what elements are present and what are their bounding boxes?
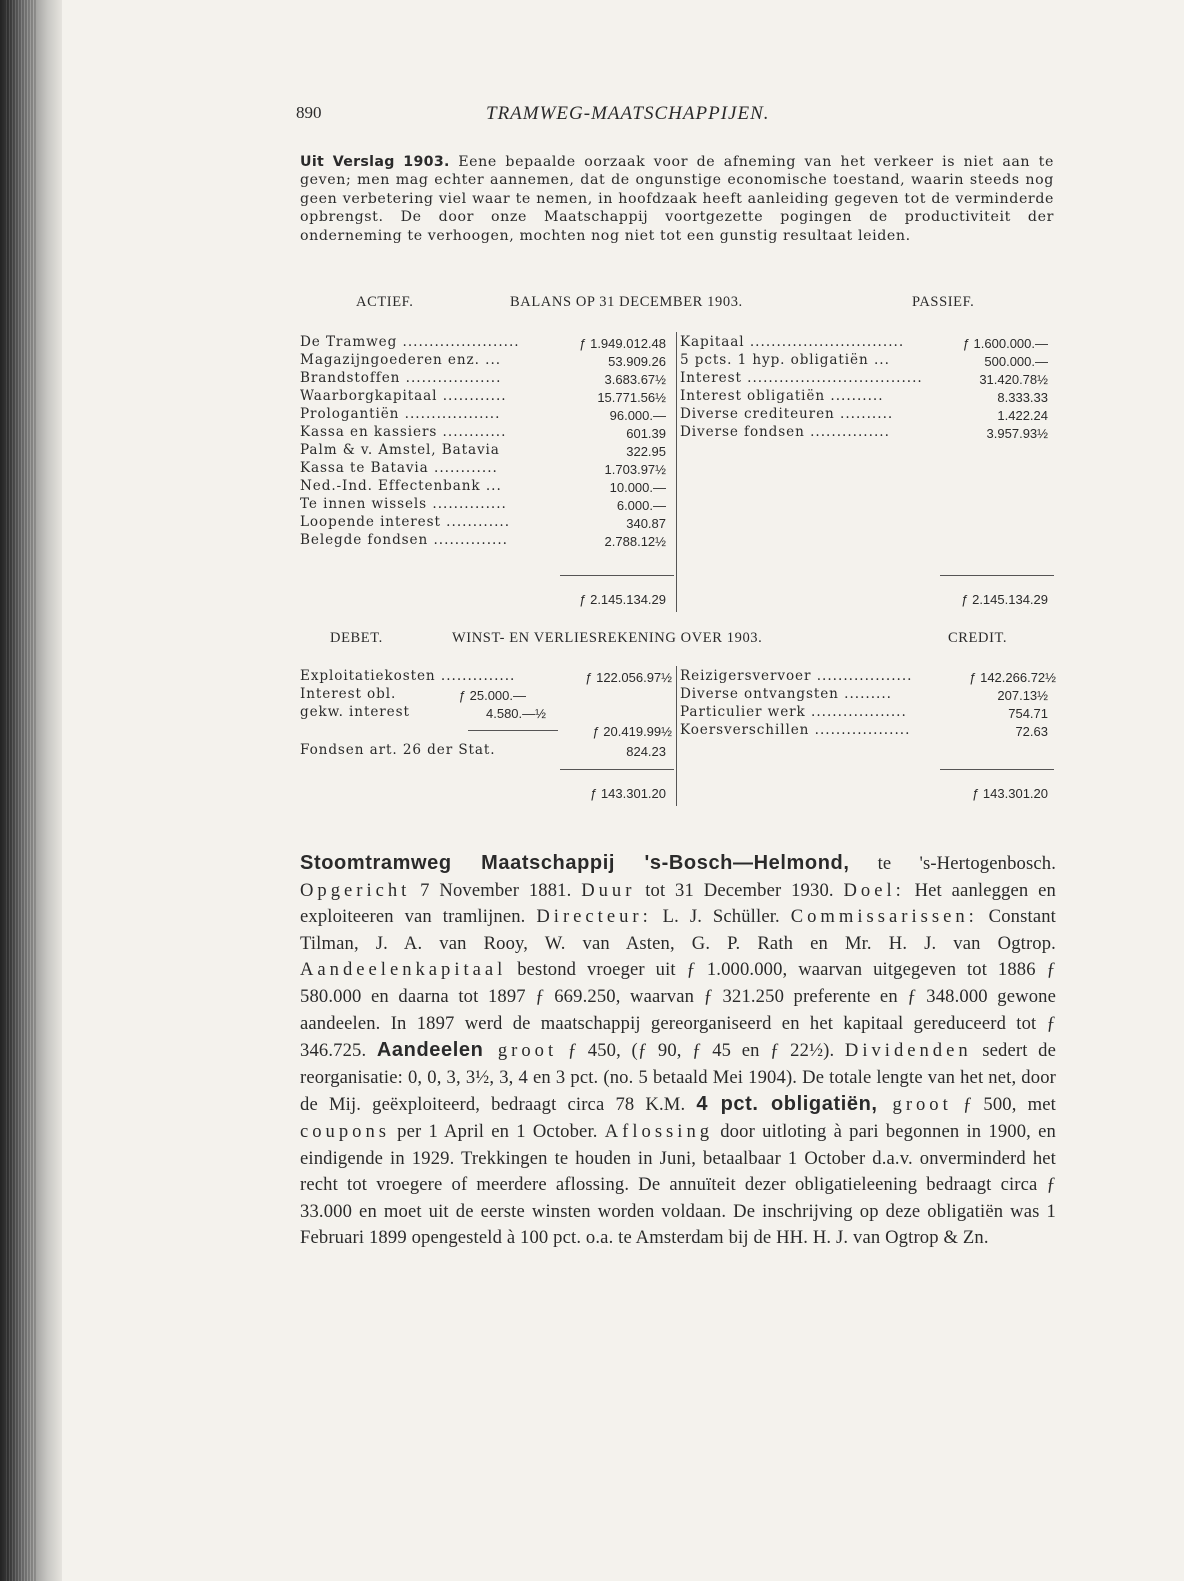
dividends-label: Dividenden xyxy=(844,1040,972,1062)
report-text: Eene bepaalde oorzaak voor de afneming van het verkeer is niet aan te geven; men mag echter aannemen, dat de ongunstige economische toestand, waarin steeds nog geen verbetering viel waar te nemen, in hoofdzaak heeft aanleiding gegeven tot de verminderde opbrengst. De door onze Maatschappij voortgezette pogingen de productiviteit der onderneming te verhoogen, mochten nog niet tot een gunstig resultaat leiden. xyxy=(300,154,1054,244)
passiva-value: 1.422.24 xyxy=(997,408,1048,423)
debet-row: Exploitatiekosten .............. xyxy=(300,668,516,684)
report-lead: Uit Verslag 1903. xyxy=(300,154,450,170)
activa-row: Kassa te Batavia ............ xyxy=(300,460,498,476)
credit-row: Koersverschillen .................. xyxy=(680,722,911,738)
activa-row: Ned.-Ind. Effectenbank ... xyxy=(300,478,502,494)
activa-value: 340.87 xyxy=(626,516,666,531)
running-title: TRAMWEG-MAATSCHAPPIJEN. xyxy=(486,103,770,124)
activa-value: ƒ 1.949.012.48 xyxy=(579,336,666,351)
passiva-row: Kapitaal ............................. xyxy=(680,334,905,350)
purpose-label: Doel: xyxy=(843,879,905,901)
debet-row: gekw. interest xyxy=(300,704,410,720)
activa-value: 96.000.— xyxy=(609,408,666,423)
passiva-row: Interest ................................. xyxy=(680,370,923,386)
debet-subtotal: ƒ 20.419.99½ xyxy=(592,724,672,739)
commissioners-label: Commissarissen: xyxy=(790,906,978,928)
duration-label: Duur xyxy=(581,879,636,901)
company-name: Stoomtramweg Maatschappij 's-Bosch—Helmond, xyxy=(300,852,850,874)
credit-row: Reizigersvervoer .................. xyxy=(680,668,913,684)
passiva-row: Interest obligatiën .......... xyxy=(680,388,884,404)
activa-value: 322.95 xyxy=(626,444,666,459)
report-paragraph xyxy=(300,153,1054,245)
activa-row: Te innen wissels .............. xyxy=(300,496,507,512)
pl-heading-debet: DEBET. xyxy=(330,630,383,646)
founded-label: Opgericht xyxy=(300,879,411,901)
activa-value: 2.788.12½ xyxy=(604,534,666,549)
credit-value: 754.71 xyxy=(1008,706,1048,721)
shares-bold: Aandeelen xyxy=(376,1039,484,1062)
balance-heading-title: BALANS OP 31 DECEMBER 1903. xyxy=(510,294,743,310)
passiva-value: 500.000.— xyxy=(984,354,1048,369)
pl-rule-left xyxy=(560,769,674,770)
activa-value: 3.683.67½ xyxy=(604,372,666,387)
activa-row: Loopende interest ............ xyxy=(300,514,511,530)
activa-value: 1.703.97½ xyxy=(604,462,666,477)
director-label: Directeur: xyxy=(536,906,652,928)
balance-total-right: ƒ 2.145.134.29 xyxy=(961,592,1048,607)
debet-row: Fondsen art. 26 der Stat. xyxy=(300,742,496,758)
activa-value: 53.909.26 xyxy=(608,354,666,369)
activa-row: De Tramweg ...................... xyxy=(300,334,520,350)
redemption-label: Aflossing xyxy=(604,1120,714,1142)
coupons-label: coupons xyxy=(300,1120,390,1142)
balance-heading-passief: PASSIEF. xyxy=(912,294,975,310)
debet-row: Interest obl. xyxy=(300,686,397,702)
debet-subvalue: 4.580.—½ xyxy=(486,706,546,721)
activa-value: 15.771.56½ xyxy=(597,390,666,405)
activa-value: 6.000.— xyxy=(616,498,666,513)
bonds-bold: 4 pct. obligatiën, xyxy=(696,1093,878,1116)
debet-value: ƒ 122.056.97½ xyxy=(585,670,672,685)
passiva-value: 8.333.33 xyxy=(997,390,1048,405)
pl-total-right: ƒ 143.301.20 xyxy=(972,786,1048,801)
balance-heading-actief: ACTIEF. xyxy=(356,294,414,310)
activa-row: Magazijngoederen enz. ... xyxy=(300,352,502,368)
activa-value: 10.000.— xyxy=(609,480,666,495)
activa-row: Palm & v. Amstel, Batavia xyxy=(300,442,500,458)
share-capital-label: Aandeelenkapitaal xyxy=(300,959,507,981)
activa-value: 601.39 xyxy=(626,426,666,441)
activa-row: Brandstoffen .................. xyxy=(300,370,502,386)
activa-row: Belegde fondsen .............. xyxy=(300,532,508,548)
passiva-value: 31.420.78½ xyxy=(979,372,1048,387)
debet-subvalue: ƒ 25.000.— xyxy=(458,688,526,703)
credit-row: Diverse ontvangsten ......... xyxy=(680,686,893,702)
pl-total-left: ƒ 143.301.20 xyxy=(590,786,666,801)
pl-rule-right xyxy=(940,769,1054,770)
activa-row: Prologantiën .................. xyxy=(300,406,501,422)
balance-total-left: ƒ 2.145.134.29 xyxy=(579,592,666,607)
pl-divider xyxy=(676,666,677,806)
credit-value: ƒ 142.266.72½ xyxy=(969,670,1056,685)
passiva-row: 5 pcts. 1 hyp. obligatiën ... xyxy=(680,352,890,368)
balance-rule-left xyxy=(560,575,674,576)
activa-row: Kassa en kassiers ............ xyxy=(300,424,507,440)
company-entry: Stoomtramweg Maatschappij 's-Bosch—Helmond, te 's-Hertogenbosch. Opgericht 7 November 1881. Duur tot 31 December 1930. Doel: Het aanleggen en exploiteeren van tramlijnen. Directeur: L. J. Schüller. Commissarissen: Constant Tilman, J. A. van Rooy, W. van Asten, G. P. Rath en Mr. H. J. van Ogtrop. Aandeelenkapitaal bestond vroeger uit ƒ 1.000.000, waarvan uitgegeven tot 1886 ƒ 580.000 en daarna tot 1897 ƒ 669.250, waarvan ƒ 321.250 preferente en ƒ 348.000 gewone aandeelen. In 1897 werd de maatschappij gereorganiseerd en het kapitaal gereduceerd tot ƒ 346.725. Aandeelen groot ƒ 450, (ƒ 90, ƒ 45 en ƒ 22½). Dividenden sedert de reorganisatie: 0, 0, 3, 3½, 3, 4 en 3 pct. (no. 5 betaald Mei 1904). De totale lengte van het net, door de Mij. geëxploiteerd, bedraagt circa 78 K.M. 4 pct. obligatiën, groot ƒ 500, met coupons per 1 April en 1 October. Aflossing door uitloting à pari begonnen in 1900, en eindigende in 1929. Trekkingen te houden in Juni, betaalbaar 1 October d.a.v. onverminderd het recht tot vroegere of meerdere aflossing. De annuïteit dezer obligatieleening bedraagt circa ƒ 33.000 en moet uit de eerste winsten worden voldaan. De inschrijving op deze obligatiën was 1 Februari 1899 opengesteld à 100 pct. o.a. te Amsterdam bij de HH. H. J. van Ogtrop & Zn. xyxy=(300,852,1056,1249)
pl-heading-credit: CREDIT. xyxy=(948,630,1008,646)
page-number: 890 xyxy=(296,103,322,122)
passiva-value: ƒ 1.600.000.— xyxy=(962,336,1048,351)
debet-subtotal-rule xyxy=(468,730,558,731)
balance-rule-right xyxy=(940,575,1054,576)
pl-heading-title: WINST- EN VERLIESREKENING OVER 1903. xyxy=(452,630,763,646)
balance-divider xyxy=(676,332,677,612)
passiva-value: 3.957.93½ xyxy=(986,426,1048,441)
activa-row: Waarborgkapitaal ............ xyxy=(300,388,507,404)
credit-value: 72.63 xyxy=(1015,724,1048,739)
credit-row: Particulier werk .................. xyxy=(680,704,907,720)
passiva-row: Diverse fondsen ............... xyxy=(680,424,890,440)
passiva-row: Diverse crediteuren .......... xyxy=(680,406,894,422)
debet-value: 824.23 xyxy=(626,744,666,759)
credit-value: 207.13½ xyxy=(997,688,1048,703)
